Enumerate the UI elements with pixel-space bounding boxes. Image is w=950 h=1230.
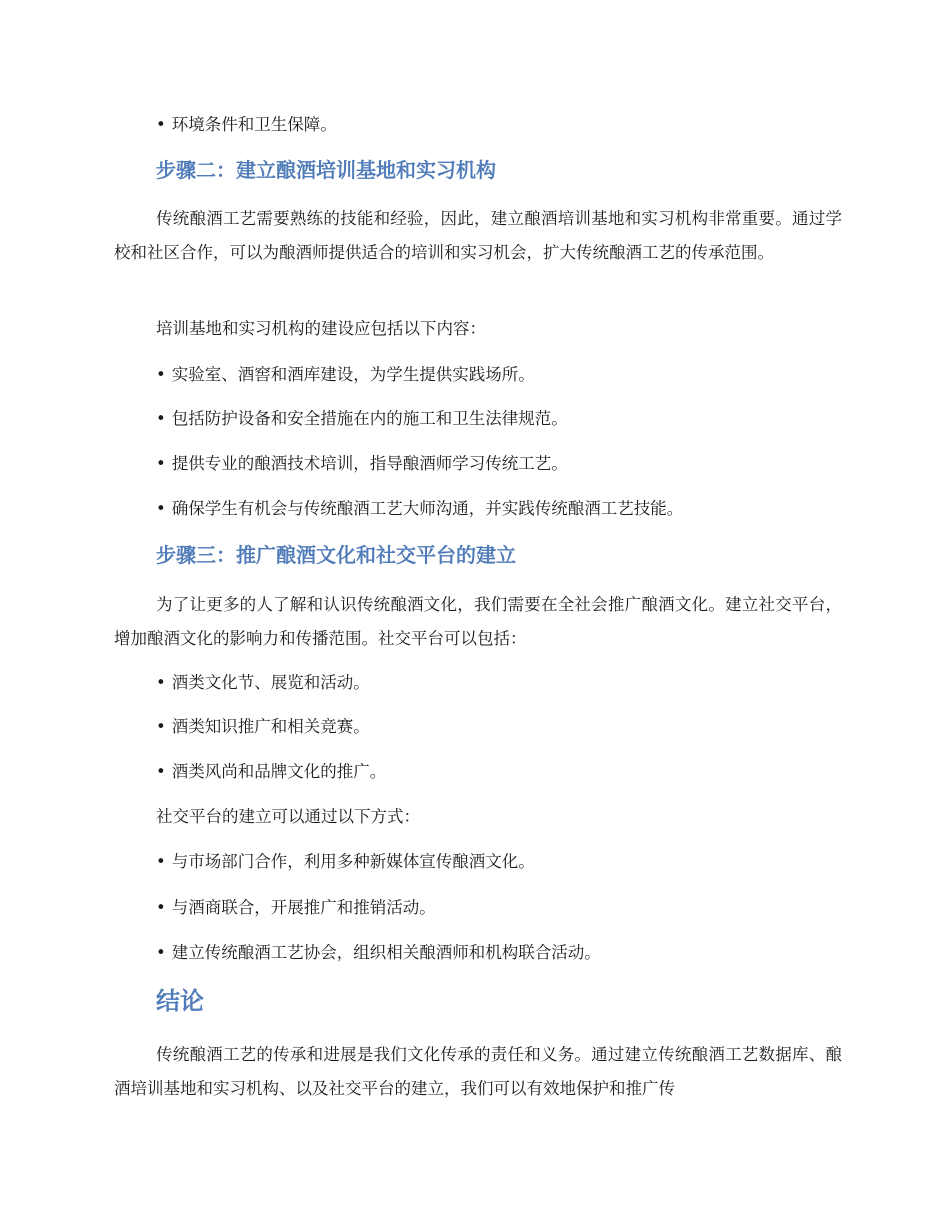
step3-intro: 社交平台的建立可以通过以下方式： [156, 807, 420, 826]
bullet-dot: • [156, 852, 166, 871]
bullet-item [156, 851, 535, 873]
bullet-text: 提供专业的酿酒技术培训，指导酿酒师学习传统工艺。 [171, 454, 568, 473]
bullet-dot: • [156, 409, 166, 428]
section-heading-conclusion: 结论 [156, 987, 204, 1015]
bullet-item [156, 498, 683, 520]
bullet-dot: • [156, 717, 166, 736]
bullet-item [156, 897, 436, 919]
bullet-text: 环境条件和卫生保障。 [171, 115, 337, 134]
bullet-item [156, 716, 370, 738]
section-heading-step3: 步骤三：推广酿酒文化和社交平台的建立 [156, 543, 516, 567]
bullet-dot: • [156, 673, 166, 692]
bullet-dot: • [156, 454, 166, 473]
bullet-item [156, 761, 386, 783]
step2-paragraph: 传统酿酒工艺需要熟练的技能和经验，因此，建立酿酒培训基地和实习机构非常重要。通过学校和社区合作，可以为酿酒师提供适合的培训和实习机会，扩大传统酿酒工艺的传承范围。 [114, 209, 842, 262]
bullet-dot: • [156, 898, 166, 917]
bullet-text: 实验室、酒窖和酒库建设，为学生提供实践场所。 [171, 365, 535, 384]
bullet-item [156, 942, 601, 964]
step3-paragraph: 为了让更多的人了解和认识传统酿酒文化，我们需要在全社会推广酿酒文化。建立社交平台，增加酿酒文化的影响力和传播范围。社交平台可以包括： [114, 595, 842, 648]
bullet-dot: • [156, 115, 166, 134]
bullet-item [156, 364, 535, 386]
bullet-dot: • [156, 499, 166, 518]
bullet-text: 建立传统酿酒工艺协会，组织相关酿酒师和机构联合活动。 [171, 943, 601, 962]
bullet-dot: • [156, 365, 166, 384]
bullet-text: 确保学生有机会与传统酿酒工艺大师沟通，并实践传统酿酒工艺技能。 [171, 499, 684, 518]
conclusion-paragraph: 传统酿酒工艺的传承和进展是我们文化传承的责任和义务。通过建立传统酿酒工艺数据库、酿酒培训基地和实习机构、以及社交平台的建立，我们可以有效地保护和推广传 [114, 1045, 842, 1098]
bullet-text: 与酒商联合，开展推广和推销活动。 [171, 898, 436, 917]
bullet-text: 酒类文化节、展览和活动。 [171, 673, 370, 692]
bullet-item [156, 408, 568, 430]
bullet-dot: • [156, 943, 166, 962]
section-heading-step2: 步骤二：建立酿酒培训基地和实习机构 [156, 158, 496, 182]
bullet-dot: • [156, 762, 166, 781]
bullet-text: 酒类风尚和品牌文化的推广。 [171, 762, 387, 781]
bullet-item [156, 453, 568, 475]
bullet-text: 包括防护设备和安全措施在内的施工和卫生法律规范。 [171, 409, 568, 428]
bullet-item [156, 114, 337, 136]
bullet-item [156, 672, 370, 694]
step2-intro: 培训基地和实习机构的建设应包括以下内容： [156, 319, 486, 338]
bullet-text: 与市场部门合作，利用多种新媒体宣传酿酒文化。 [171, 852, 535, 871]
bullet-text: 酒类知识推广和相关竞赛。 [171, 717, 370, 736]
